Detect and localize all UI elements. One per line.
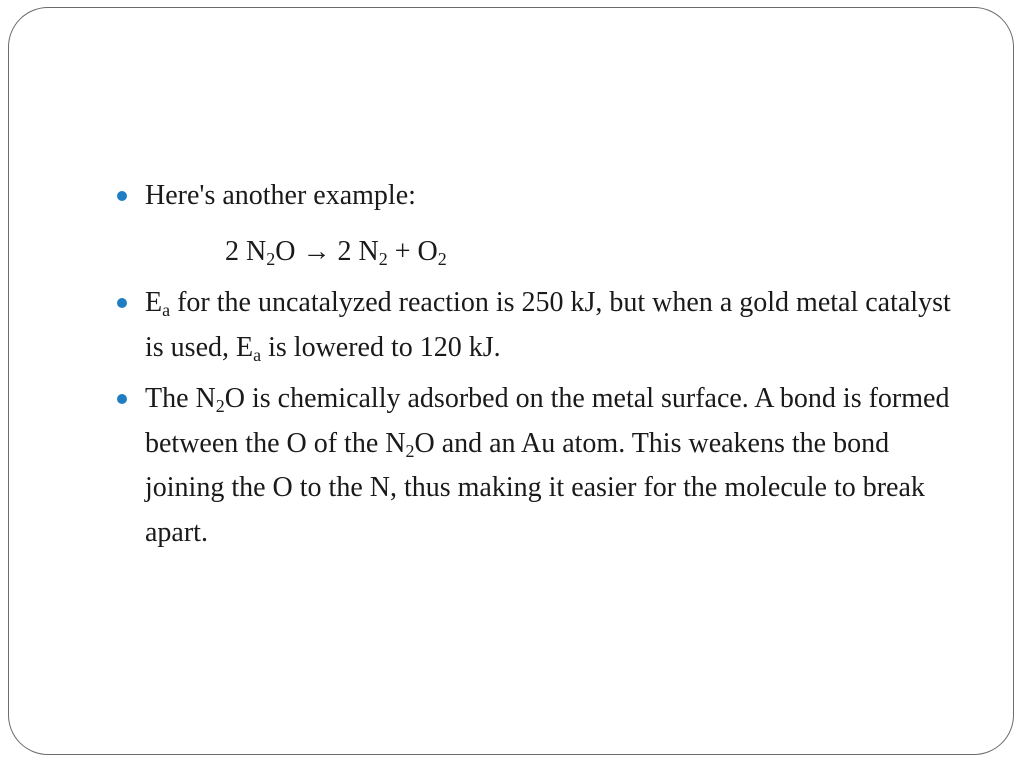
equation-subscript: 2 (437, 249, 447, 269)
bullet-dot-icon (117, 298, 127, 308)
text-segment: The N (145, 383, 216, 414)
slide-content (9, 8, 1013, 754)
subscript: 2 (215, 396, 225, 416)
equation-subscript: 2 (378, 249, 388, 269)
bullet-dot-icon (117, 394, 127, 404)
chemical-equation (225, 230, 447, 275)
bullet-text (145, 281, 975, 370)
equation-part: 2 N (225, 236, 267, 267)
text-segment: O and an Au atom. This weakens the bond joining the O to the N, thus making it easier for the molecule to break apart. (145, 427, 925, 548)
text-segment: O is chemically adsorbed on the metal surface. A bond is formed between the O of the N (145, 383, 950, 459)
slide-frame (8, 7, 1014, 755)
equation-part: + O (387, 236, 438, 267)
text-segment: E (145, 287, 163, 318)
text-segment: E (236, 331, 254, 363)
bullet-text (145, 174, 975, 219)
equation-subscript: 2 (266, 249, 276, 269)
equation-part: O → 2 N (275, 236, 379, 267)
bullet-text (145, 377, 975, 555)
subscript: a (253, 344, 262, 365)
bullet-text-content: Here's another example: (145, 180, 416, 211)
text-segment: for the uncatalyzed reaction is 250 kJ, but when a gold metal catalyst is used, (145, 287, 951, 363)
text-segment: is lowered to 120 kJ. (261, 331, 501, 363)
subscript: a (162, 300, 171, 320)
subscript: 2 (405, 440, 415, 461)
bullet-dot-icon (117, 191, 127, 201)
